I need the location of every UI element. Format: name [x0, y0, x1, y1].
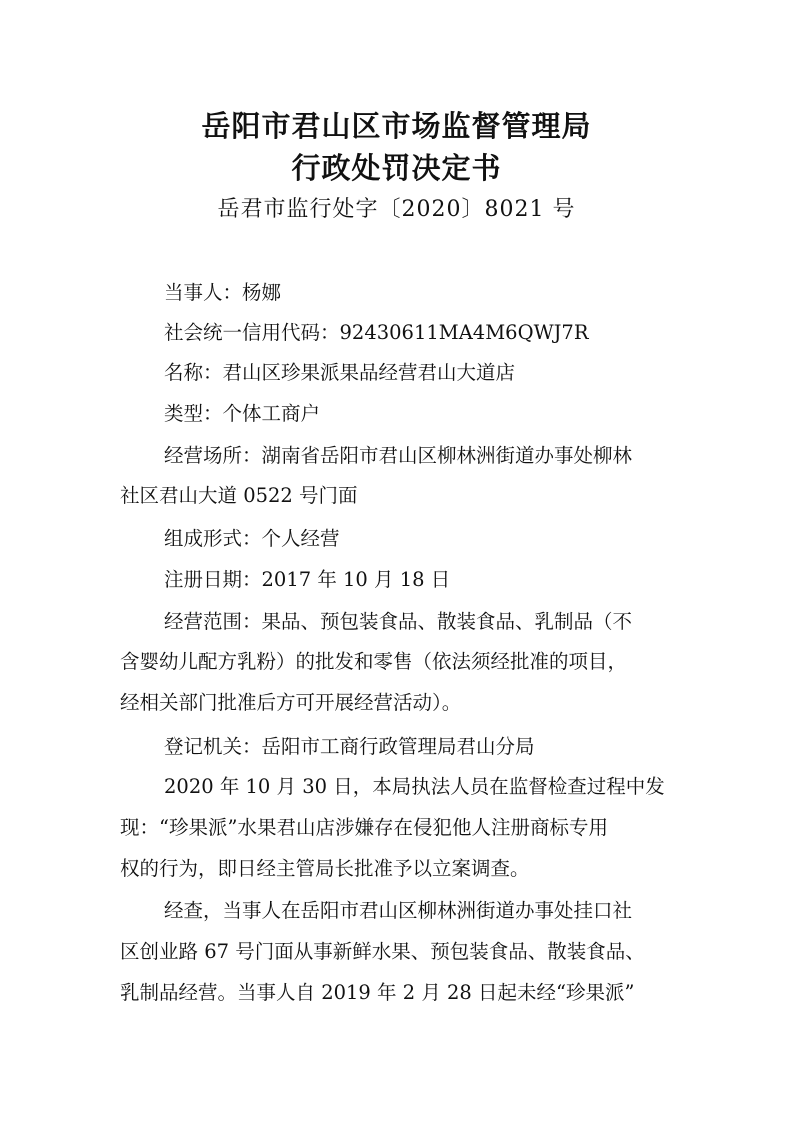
registration-authority: 登记机关：岳阳市工商行政管理局君山分局 — [164, 735, 535, 758]
business-scope-line: 经营范围：果品、预包装食品、散装食品、乳制品（不 — [164, 610, 633, 633]
business-address-line: 经营场所：湖南省岳阳市君山区柳林洲街道办事处柳林 — [164, 444, 633, 467]
case-paragraph-line: 现：“珍果派”水果君山店涉嫌存在侵犯他人注册商标专用 — [120, 816, 608, 839]
document-number: 岳君市监行处字〔2020〕8021 号 — [217, 197, 576, 222]
agency-title: 岳阳市君山区市场监督管理局 — [201, 109, 592, 143]
party-name: 当事人：杨娜 — [164, 281, 282, 304]
business-type: 类型：个体工商户 — [164, 402, 321, 425]
document-title: 行政处罚决定书 — [291, 151, 502, 185]
credit-code: 社会统一信用代码：92430611MA4M6QWJ7R — [164, 321, 589, 344]
business-address-line: 社区君山大道 0522 号门面 — [120, 484, 358, 507]
findings-paragraph-line: 区创业路 67 号门面从事新鲜水果、预包装食品、散装食品、 — [120, 940, 645, 963]
registration-date: 注册日期：2017 年 10 月 18 日 — [164, 568, 451, 591]
business-scope-line: 含婴幼儿配方乳粉）的批发和零售（依法须经批准的项目， — [120, 650, 628, 673]
business-scope-line: 经相关部门批准后方可开展经营活动）。 — [120, 691, 462, 714]
business-name: 名称：君山区珍果派果品经营君山大道店 — [164, 361, 516, 384]
case-paragraph-line: 2020 年 10 月 30 日，本局执法人员在监督检查过程中发 — [164, 775, 665, 798]
organization-form: 组成形式：个人经营 — [164, 527, 340, 550]
case-paragraph-line: 权的行为，即日经主管局长批准予以立案调查。 — [120, 857, 530, 880]
findings-paragraph-line: 经查，当事人在岳阳市君山区柳林洲街道办事处挂口社 — [164, 899, 633, 922]
findings-paragraph-line: 乳制品经营。当事人自 2019 年 2 月 28 日起未经“珍果派” — [120, 981, 635, 1004]
